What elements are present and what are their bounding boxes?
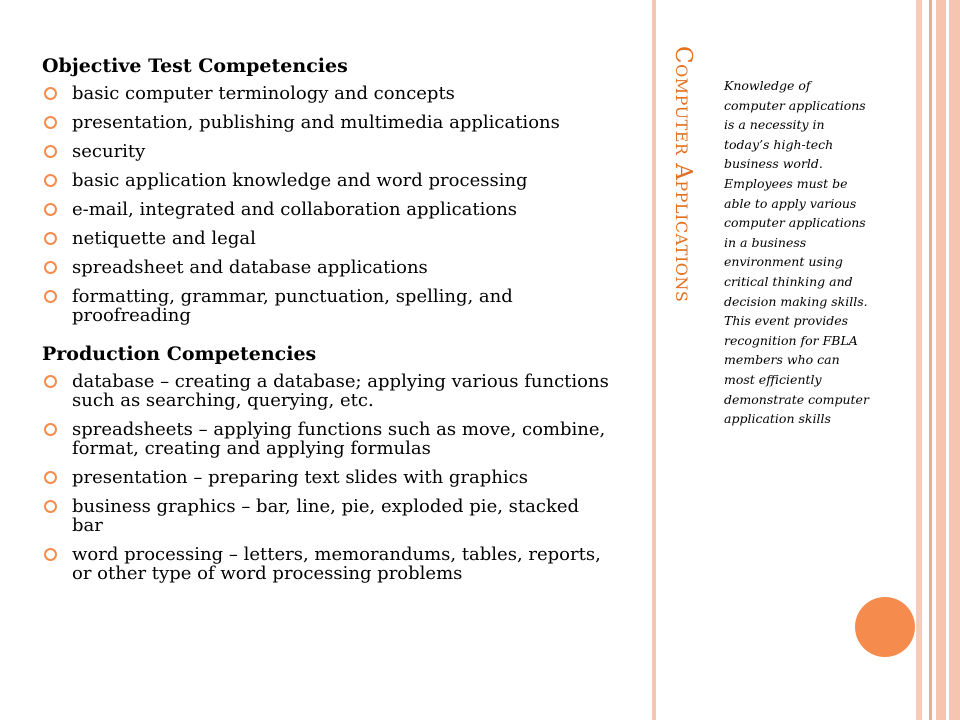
list-item: netiquette and legal [42, 229, 612, 248]
bullet-icon [44, 471, 57, 484]
list-item: word processing – letters, memorandums, tables, reports, or other type of word processing problems [42, 545, 612, 583]
objective-list [42, 84, 612, 325]
bullet-icon [44, 232, 57, 245]
decorative-stripes [916, 0, 960, 720]
list-item: presentation – preparing text slides with graphics [42, 468, 612, 487]
bullet-icon [44, 203, 57, 216]
bullet-icon [44, 116, 57, 129]
bullet-icon [44, 375, 57, 388]
list-item: presentation, publishing and multimedia applications [42, 113, 612, 132]
list-item: security [42, 142, 612, 161]
list-item: formatting, grammar, punctuation, spelling, and proofreading [42, 287, 612, 325]
list-item: spreadsheets – applying functions such as move, combine, format, creating and applying formulas [42, 420, 612, 458]
bullet-icon [44, 548, 57, 561]
list-item: database – creating a database; applying various functions such as searching, querying, etc. [42, 372, 612, 410]
bullet-icon [44, 290, 57, 303]
bullet-icon [44, 500, 57, 513]
production-heading: Production Competencies [42, 343, 317, 365]
list-item: spreadsheet and database applications [42, 258, 612, 277]
slide-title: Computer Applications [670, 46, 696, 303]
sidebar-description: Knowledge of computer applications is a necessity in today’s high-tech business world. Employees must be able to apply various computer applications in a business environment using critical thinking and decision making skills. This event provides recognition for FBLA members who can most efficiently demonstrate computer application skills [724, 78, 869, 427]
objective-heading: Objective Test Competencies [42, 55, 348, 77]
competencies-content [42, 54, 612, 593]
list-item: basic computer terminology and concepts [42, 84, 612, 103]
bullet-icon [44, 87, 57, 100]
list-item: e-mail, integrated and collaboration applications [42, 200, 612, 219]
bullet-icon [44, 423, 57, 436]
decorative-circle [855, 597, 915, 657]
bullet-icon [44, 174, 57, 187]
bullet-icon [44, 261, 57, 274]
divider-line [652, 0, 656, 720]
list-item: basic application knowledge and word processing [42, 171, 612, 190]
list-item: business graphics – bar, line, pie, exploded pie, stacked bar [42, 497, 612, 535]
production-list [42, 372, 612, 583]
bullet-icon [44, 145, 57, 158]
